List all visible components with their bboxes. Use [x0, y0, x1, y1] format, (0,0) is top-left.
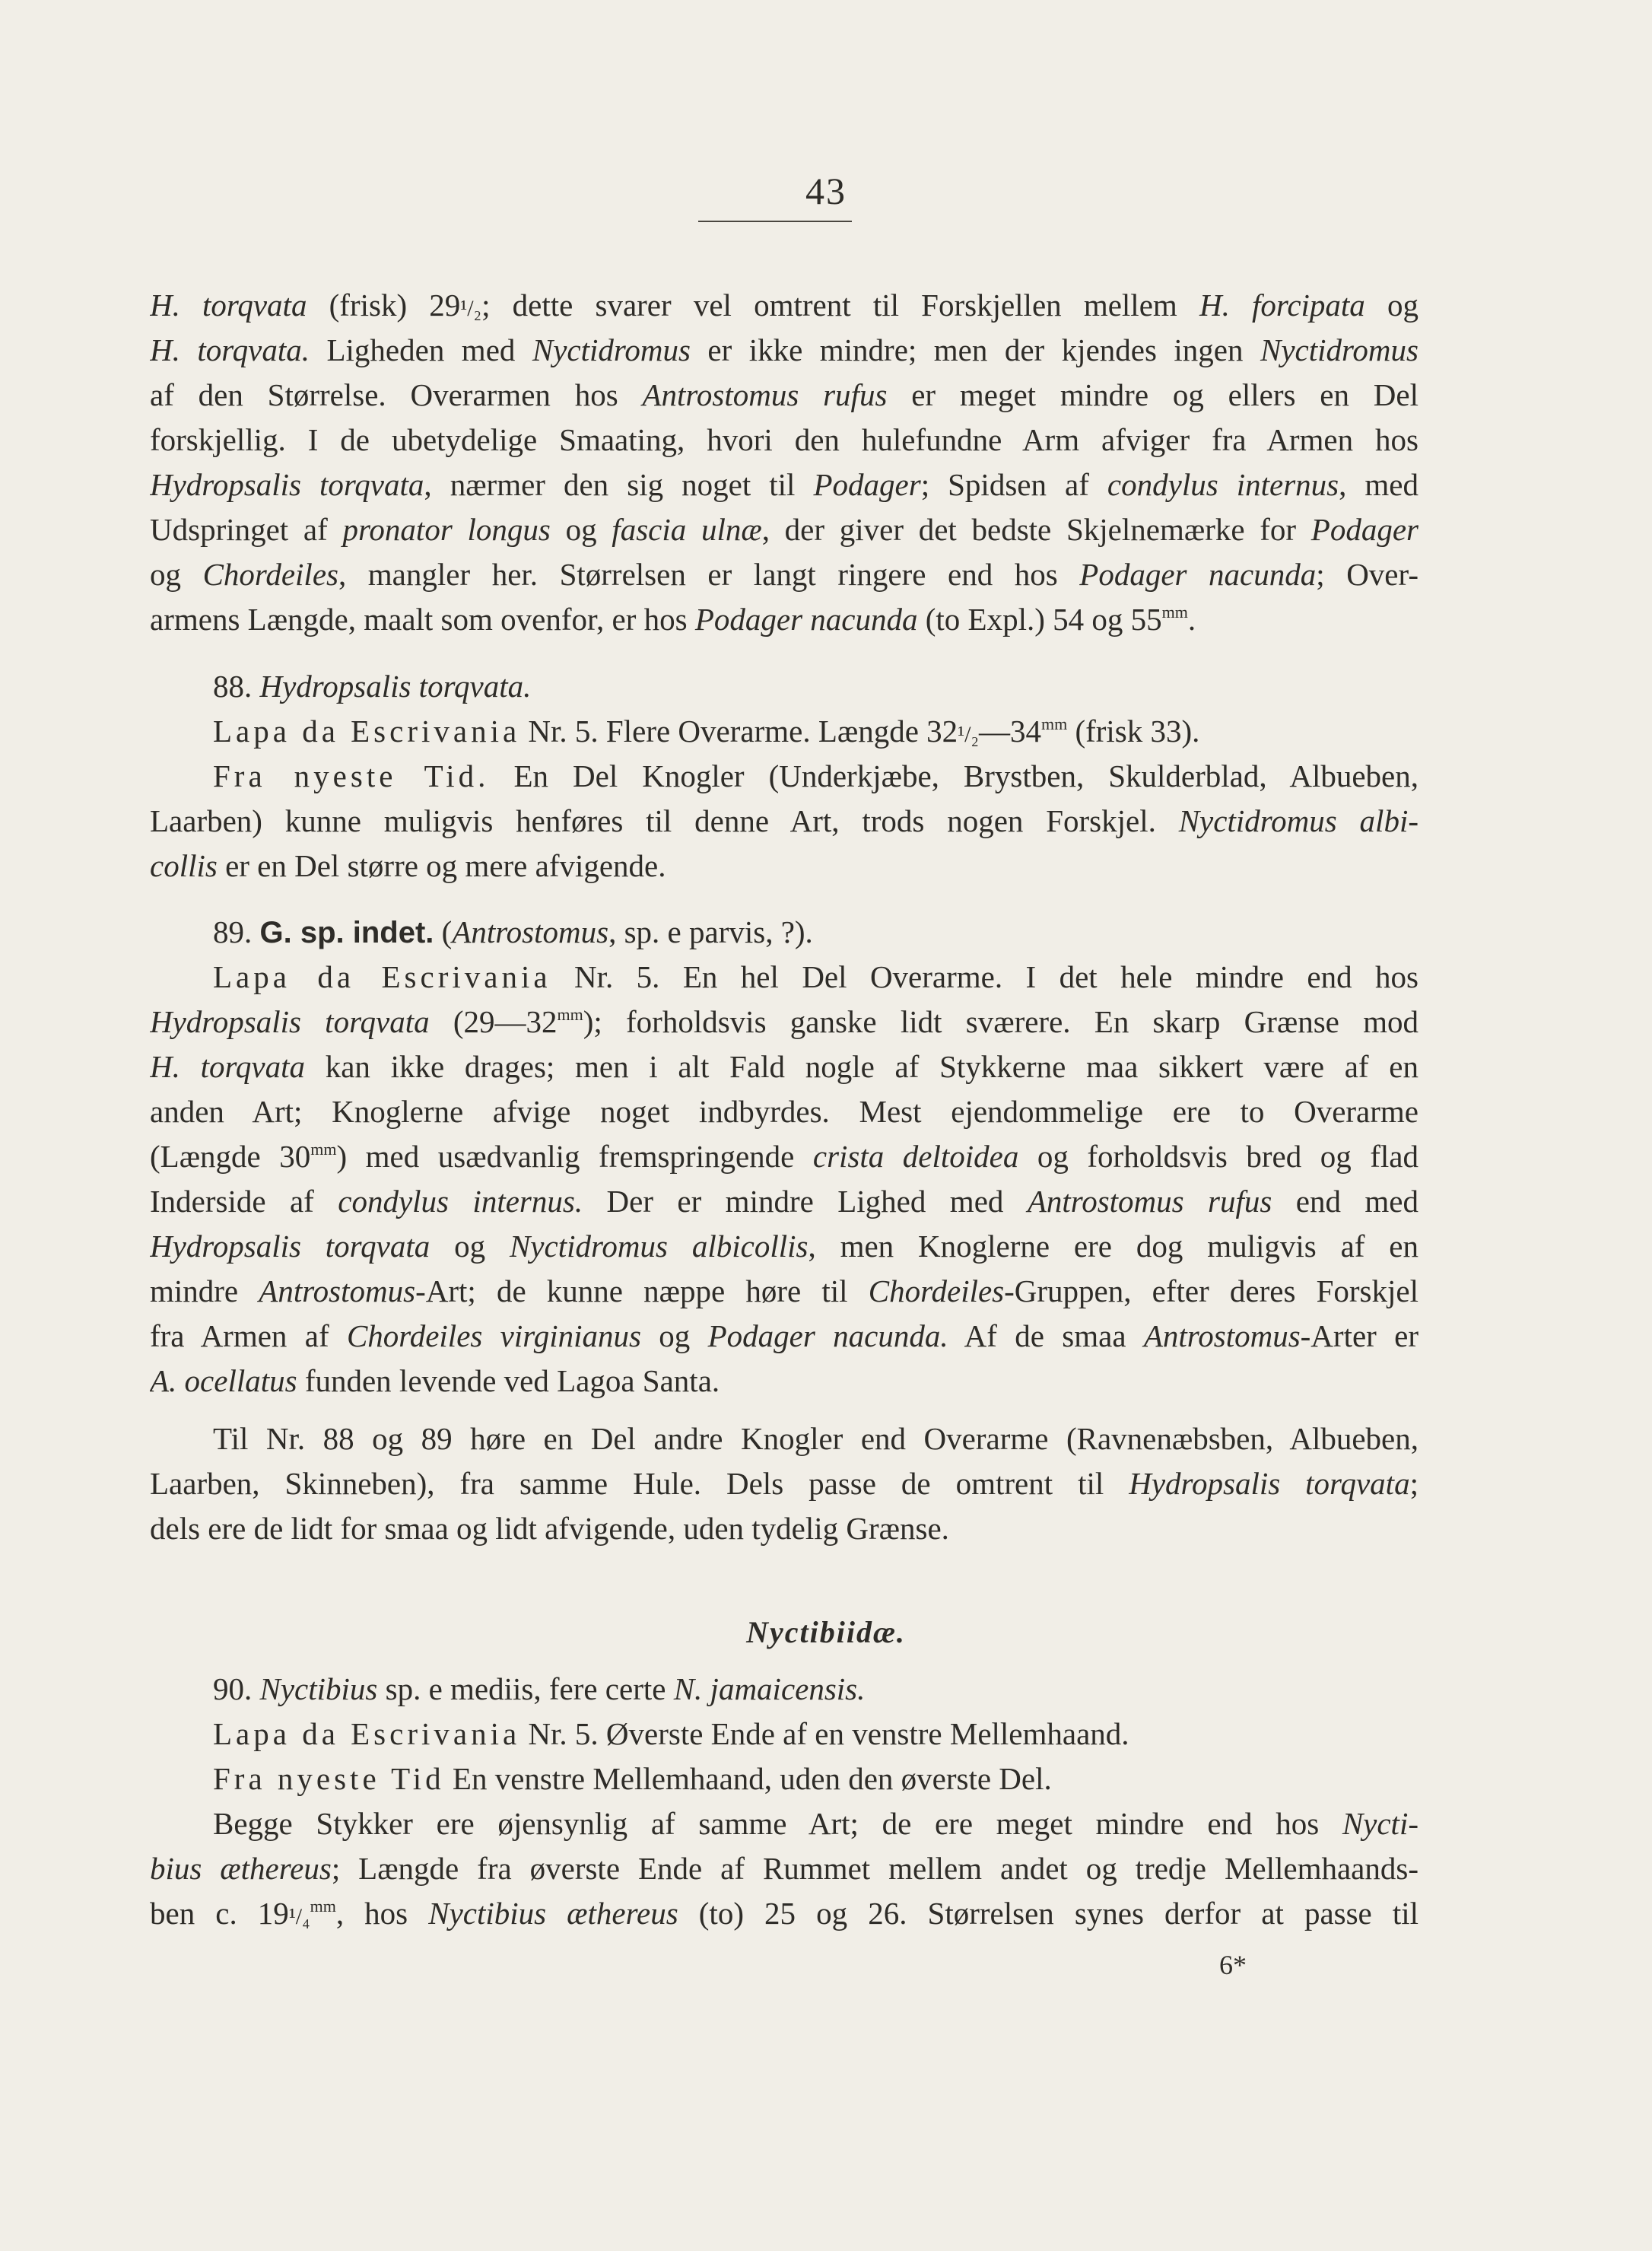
text-line: Lapa da Escrivania Nr. 5. En hel Del Overarme. I det hele mindre end hos	[213, 959, 1418, 994]
signature-mark: 6*	[1219, 1950, 1247, 1980]
header-rule	[698, 221, 852, 222]
text-line: Hydropsalis torqvata $(29—32^{mm})$; forholdsvis ganske lidt sværere. En skarp Grænse mod	[150, 1004, 1418, 1039]
text-line: Laarben, Skinneben), fra samme Hule. Dels passe de omtrent til Hydropsalis torqvata;	[150, 1466, 1418, 1501]
page-number: 43	[805, 170, 847, 212]
text-line: Lapa da Escrivania Nr. 5. Øverste Ende af en venstre Mellemhaand.	[213, 1716, 1129, 1751]
text-line: Lapa da Escrivania Nr. 5. Flere Overarme. Længde $32^1/_2—34^{mm}$ (frisk 33).	[213, 714, 1200, 749]
text-line: Udspringet af pronator longus og fascia ulnæ, der giver det bedste Skjelnemærke for Podager	[150, 512, 1418, 547]
text-line: Inderside af condylus internus. Der er mindre Lighed med Antrostomus rufus end med	[150, 1184, 1418, 1219]
text-line: H. torqvata. Ligheden med Nyctidromus er ikke mindre; men der kjendes ingen Nyctidromus	[150, 332, 1418, 367]
text-line: og Chordeiles, mangler her. Størrelsen er langt ringere end hos Podager nacunda; Over-	[150, 557, 1418, 592]
entry-heading: 89. G. sp. indet. (Antrostomus, sp. e parvis, ?).	[213, 914, 813, 949]
text-line: Til Nr. 88 og 89 høre en Del andre Knogler end Overarme (Ravnenæbsben, Albueben,	[213, 1421, 1418, 1456]
text-line: Fra nyeste Tid En venstre Mellemhaand, uden den øverste Del.	[213, 1761, 1052, 1796]
text-line: armens Længde, maalt som ovenfor, er hos Podager nacunda (to Expl.) 54 og $55^{mm}$.	[150, 602, 1196, 637]
text-line: Begge Stykker ere øjensynlig af samme Art; de ere meget mindre end hos Nycti-	[213, 1806, 1418, 1841]
text-line: (Længde $30^{mm}$) med usædvanlig fremspringende crista deltoidea og forholdsvis bred og flad	[150, 1139, 1418, 1174]
text-line: anden Art; Knoglerne afvige noget indbyrdes. Mest ejendommelige ere to Overarme	[150, 1094, 1418, 1129]
text-line: forskjellig. I de ubetydelige Smaating, hvori den hulefundne Arm afviger fra Armen hos	[150, 422, 1418, 457]
text-line: Fra nyeste Tid. En Del Knogler (Underkjæbe, Brystben, Skulderblad, Albueben,	[213, 758, 1418, 793]
text-line: H. torqvata (frisk) 29¹/₂; dette svarer vel omtrent til Forskjellen mellem H. forcipata og	[150, 288, 1418, 323]
text-line: bius æthereus; Længde fra øverste Ende af Rummet mellem andet og tredje Mellemhaands-	[150, 1851, 1418, 1886]
section-heading: Nyctibiidæ.	[746, 1615, 906, 1649]
text-line: collis er en Del større og mere afvigende.	[150, 848, 666, 883]
entry-heading: 88. Hydropsalis torqvata.	[213, 669, 532, 704]
text-line: mindre Antrostomus-Art; de kunne næppe høre til Chordeiles-Gruppen, efter deres Forskjel	[150, 1273, 1418, 1308]
text-line: dels ere de lidt for smaa og lidt afvigende, uden tydelig Grænse.	[150, 1511, 949, 1546]
text-line: Laarben) kunne muligvis henføres til denne Art, trods nogen Forskjel. Nyctidromus albi-	[150, 803, 1418, 838]
text-line: H. torqvata kan ikke drages; men i alt Fald nogle af Stykkerne maa sikkert være af en	[150, 1049, 1418, 1084]
text-line: A. ocellatus funden levende ved Lagoa Santa.	[150, 1363, 720, 1398]
text-line: Hydropsalis torqvata og Nyctidromus albicollis, men Knoglerne ere dog muligvis af en	[150, 1229, 1418, 1264]
text-line: Hydropsalis torqvata, nærmer den sig noget til Podager; Spidsen af condylus internus, med	[150, 467, 1418, 502]
entry-heading: 90. Nyctibius sp. e mediis, fere certe N. jamaicensis.	[213, 1671, 866, 1706]
text-line: af den Størrelse. Overarmen hos Antrostomus rufus er meget mindre og ellers en Del	[150, 377, 1418, 412]
text-line: ben c. 19¹/₄$^{mm}$, hos Nyctibius æthereus (to) 25 og 26. Størrelsen synes derfor at passe til	[150, 1896, 1418, 1931]
text-line: fra Armen af Chordeiles virginianus og Podager nacunda. Af de smaa Antrostomus-Arter er	[150, 1318, 1418, 1353]
